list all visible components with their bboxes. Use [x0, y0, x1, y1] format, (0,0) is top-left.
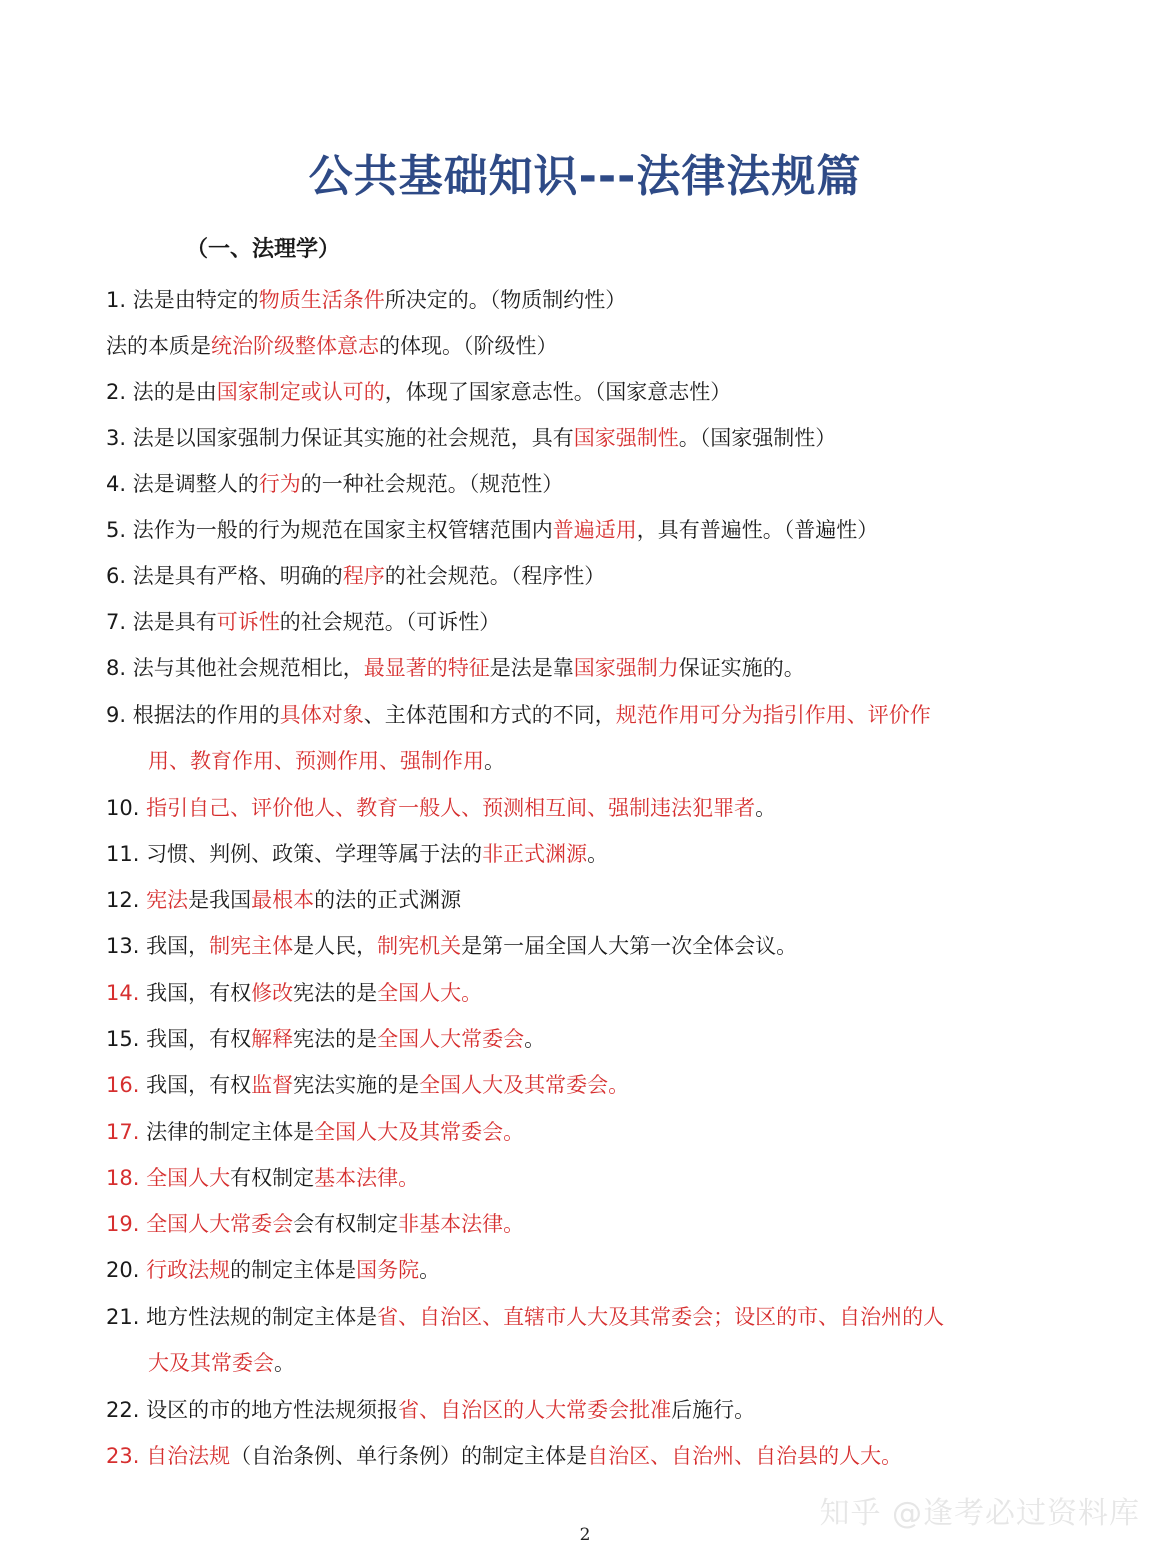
highlighted-text: 修改 — [251, 981, 294, 1005]
body-text: 20. — [106, 1258, 147, 1282]
body-text: 宪法的是 — [293, 1027, 378, 1051]
highlighted-text: 23. 自治法规 — [106, 1444, 231, 1468]
body-text: 。 — [419, 1258, 441, 1282]
highlighted-text: 行政法规 — [146, 1258, 231, 1282]
highlighted-text: 17. — [106, 1120, 147, 1144]
watermark: 知乎 @逢考必过资料库 — [819, 1496, 1140, 1531]
list-item — [106, 423, 836, 453]
highlighted-text: 国家制定或认可的 — [216, 380, 385, 404]
body-text: 是我国 — [188, 888, 252, 912]
body-text: 有权制定 — [230, 1166, 315, 1190]
body-text: 的社会规范。（可诉性） — [279, 610, 501, 634]
body-text: 7. 法是具有 — [106, 610, 217, 634]
highlighted-text: 全国人大。 — [377, 981, 483, 1005]
body-text: 宪法的是 — [293, 981, 378, 1005]
body-text: 的制定主体是 — [230, 1258, 357, 1282]
highlighted-text: 非正式渊源 — [482, 842, 588, 866]
page-title: 公共基础知识---法律法规篇 — [308, 151, 862, 202]
list-item — [106, 931, 797, 961]
highlighted-text: 制宪主体 — [209, 934, 294, 958]
highlighted-text: 行为 — [258, 472, 301, 496]
list-item-continuation — [148, 746, 505, 776]
section-heading: （一、法理学） — [186, 237, 341, 262]
body-text: 11. 习惯、判例、政策、学理等属于法的 — [106, 842, 483, 866]
highlighted-text: 最根本 — [251, 888, 315, 912]
list-item — [106, 653, 805, 683]
body-text: 。（国家强制性） — [678, 426, 837, 450]
body-text: 。 — [274, 1351, 295, 1375]
highlighted-text: 具体对象 — [279, 703, 364, 727]
body-text: 5. 法作为一般的行为规范在国家主权管辖范围内 — [106, 518, 553, 542]
body-text: 12. — [106, 888, 147, 912]
body-text: 我国，有权 — [146, 981, 252, 1005]
list-item — [106, 1255, 440, 1285]
list-item — [106, 377, 731, 407]
highlighted-text: 自治区、自治州、自治县的人大。 — [587, 1444, 903, 1468]
body-text: 2. 法的是由 — [106, 380, 217, 404]
highlighted-text: 19. 全国人大常委会 — [106, 1212, 294, 1236]
body-text: 15. 我国，有权 — [106, 1027, 252, 1051]
highlighted-text: 指引自己、评价他人、教育一般人、预测相互间、强制违法犯罪者 — [146, 796, 756, 820]
highlighted-text: 省、自治区、直辖市人大及其常委会；设区的市、自治州的人 — [377, 1305, 945, 1329]
body-text: 1. 法是由特定的 — [106, 288, 259, 312]
list-item — [106, 331, 558, 361]
highlighted-text: 宪法 — [146, 888, 189, 912]
page-number: 2 — [579, 1525, 591, 1545]
highlighted-text: 14. — [106, 981, 147, 1005]
list-item — [106, 793, 776, 823]
list-item-continuation — [148, 1348, 295, 1378]
body-text: 的一种社会规范。（规范性） — [300, 472, 564, 496]
list-item — [106, 839, 608, 869]
body-text: 。 — [484, 749, 505, 773]
highlighted-text: 基本法律。 — [314, 1166, 420, 1190]
body-text: 是第一届全国人大第一次全体会议。 — [461, 934, 798, 958]
highlighted-text: 解释 — [251, 1027, 294, 1051]
highlighted-text: 用、教育作用、预测作用、强制作用 — [148, 749, 484, 773]
body-text: 是法是靠 — [489, 656, 574, 680]
highlighted-text: 最显著的特征 — [363, 656, 490, 680]
body-text: ，具有普遍性。（普遍性） — [636, 518, 879, 542]
body-text: 9. 根据法的作用的 — [106, 703, 280, 727]
list-item — [106, 561, 605, 591]
body-text: 是人民， — [293, 934, 378, 958]
highlighted-text: 规范作用可分为指引作用、评价作 — [615, 703, 931, 727]
list-item — [106, 1441, 902, 1471]
highlighted-text: 18. 全国人大 — [106, 1166, 231, 1190]
body-text: 。 — [587, 842, 609, 866]
highlighted-text: 全国人大及其常委会。 — [314, 1120, 525, 1144]
list-item — [106, 1024, 545, 1054]
body-text: 的法的正式渊源 — [314, 888, 462, 912]
body-text: 我国，有权 — [146, 1073, 252, 1097]
highlighted-text: 非基本法律。 — [398, 1212, 525, 1236]
body-text: 法的本质是 — [106, 334, 211, 358]
list-item — [106, 285, 626, 315]
highlighted-text: 可诉性 — [216, 610, 280, 634]
highlighted-text: 国家强制性 — [573, 426, 679, 450]
highlighted-text: 程序 — [342, 564, 385, 588]
highlighted-text: 普遍适用 — [552, 518, 637, 542]
highlighted-text: 16. — [106, 1073, 147, 1097]
body-text: 后施行。 — [671, 1398, 756, 1422]
body-text: 的社会规范。（程序性） — [384, 564, 606, 588]
body-text: （自治条例、单行条例）的制定主体是 — [230, 1444, 588, 1468]
list-item — [106, 607, 500, 637]
body-text: 保证实施的。 — [678, 656, 805, 680]
list-item — [106, 515, 878, 545]
highlighted-text: 国务院 — [356, 1258, 420, 1282]
highlighted-text: 监督 — [251, 1073, 294, 1097]
list-item — [106, 1302, 944, 1332]
highlighted-text: 全国人大及其常委会。 — [419, 1073, 630, 1097]
highlighted-text: 物质生活条件 — [258, 288, 385, 312]
body-text: 3. 法是以国家强制力保证其实施的社会规范，具有 — [106, 426, 574, 450]
list-item — [106, 978, 482, 1008]
body-text: 22. 设区的市的地方性法规须报 — [106, 1398, 399, 1422]
list-item — [106, 469, 563, 499]
body-text: 、主体范围和方式的不同， — [363, 703, 616, 727]
body-text: ，体现了国家意志性。（国家意志性） — [384, 380, 732, 404]
body-text: 所决定的。（物质制约性） — [384, 288, 627, 312]
body-text: 。 — [755, 796, 777, 820]
body-text: 。 — [524, 1027, 546, 1051]
body-text: 宪法实施的是 — [293, 1073, 420, 1097]
body-text: 法律的制定主体是 — [146, 1120, 315, 1144]
body-text: 的体现。（阶级性） — [379, 334, 558, 358]
list-item — [106, 885, 461, 915]
list-item — [106, 1117, 524, 1147]
list-item — [106, 1163, 419, 1193]
highlighted-text: 国家强制力 — [573, 656, 679, 680]
highlighted-text: 省、自治区的人大常委会批准 — [398, 1398, 672, 1422]
highlighted-text: 大及其常委会 — [148, 1351, 274, 1375]
body-text: 会有权制定 — [293, 1212, 399, 1236]
body-text: 6. 法是具有严格、明确的 — [106, 564, 343, 588]
body-text: 13. 我国， — [106, 934, 210, 958]
body-text: 21. 地方性法规的制定主体是 — [106, 1305, 378, 1329]
highlighted-text: 全国人大常委会 — [377, 1027, 525, 1051]
list-item — [106, 1209, 524, 1239]
body-text: 8. 法与其他社会规范相比， — [106, 656, 364, 680]
list-item — [106, 1070, 629, 1100]
body-text: 4. 法是调整人的 — [106, 472, 259, 496]
body-text: 10. — [106, 796, 147, 820]
list-item — [106, 1395, 755, 1425]
highlighted-text: 统治阶级整体意志 — [211, 334, 379, 358]
highlighted-text: 制宪机关 — [377, 934, 462, 958]
list-item — [106, 700, 931, 730]
